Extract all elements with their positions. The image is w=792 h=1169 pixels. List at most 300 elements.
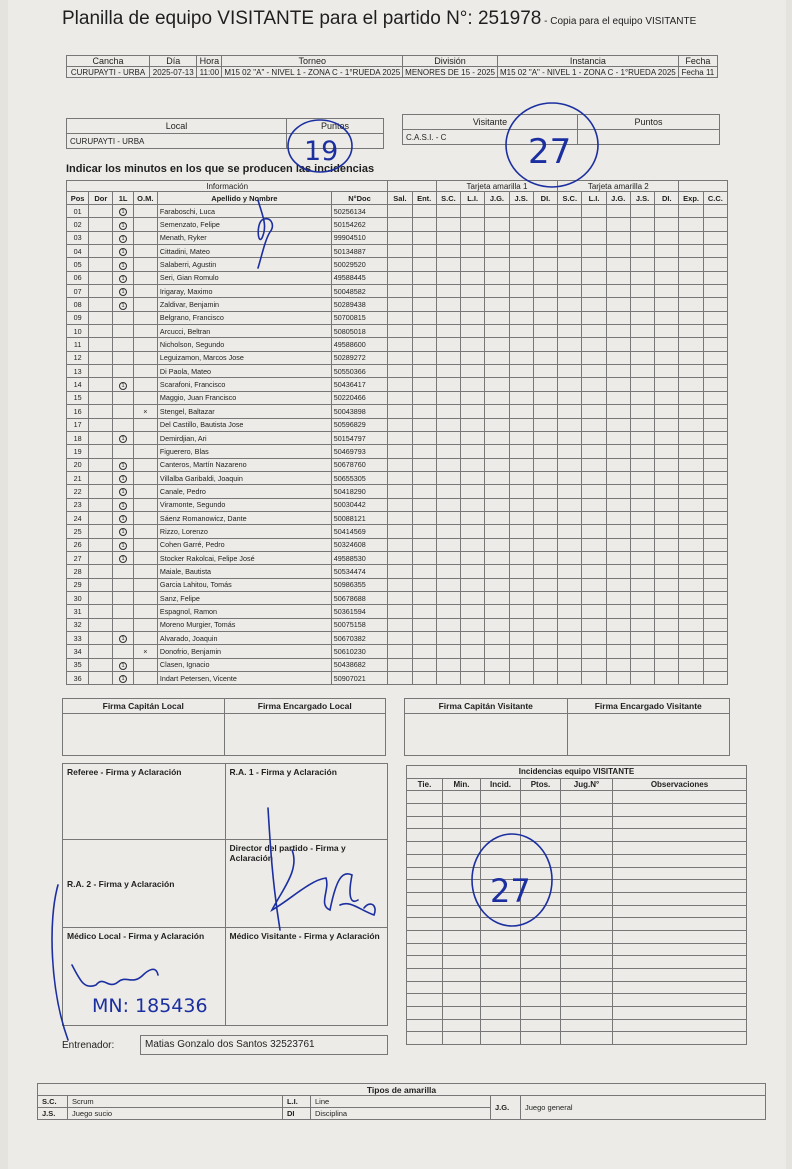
incident-entry-cell[interactable] [443, 791, 481, 804]
incident-cell[interactable] [606, 325, 630, 338]
incident-cell[interactable] [509, 378, 533, 391]
incident-cell[interactable] [655, 445, 679, 458]
incident-cell[interactable] [509, 605, 533, 618]
incident-cell[interactable] [509, 351, 533, 364]
incident-entry-cell[interactable] [521, 994, 561, 1007]
incident-cell[interactable] [582, 672, 606, 685]
incident-cell[interactable] [388, 431, 412, 444]
incident-cell[interactable] [388, 632, 412, 645]
incident-cell[interactable] [703, 365, 727, 378]
incident-entry-cell[interactable] [443, 969, 481, 982]
incident-cell[interactable] [606, 205, 630, 218]
incident-cell[interactable] [436, 498, 460, 511]
incident-cell[interactable] [388, 325, 412, 338]
incident-entry-cell[interactable] [613, 905, 747, 918]
incident-cell[interactable] [582, 285, 606, 298]
incident-cell[interactable] [533, 618, 557, 631]
incident-entry-cell[interactable] [613, 1019, 747, 1032]
incident-cell[interactable] [655, 311, 679, 324]
incident-cell[interactable] [558, 378, 582, 391]
incident-cell[interactable] [679, 538, 703, 551]
incident-entry-cell[interactable] [561, 1019, 613, 1032]
incident-cell[interactable] [485, 458, 509, 471]
incident-cell[interactable] [533, 538, 557, 551]
incident-cell[interactable] [388, 298, 412, 311]
incident-cell[interactable] [703, 258, 727, 271]
incident-cell[interactable] [582, 658, 606, 671]
incident-cell[interactable] [412, 418, 436, 431]
incident-cell[interactable] [485, 538, 509, 551]
incident-cell[interactable] [461, 672, 485, 685]
incident-cell[interactable] [606, 565, 630, 578]
incident-entry-cell[interactable] [521, 1019, 561, 1032]
incident-cell[interactable] [412, 458, 436, 471]
incident-cell[interactable] [461, 591, 485, 604]
incident-cell[interactable] [388, 378, 412, 391]
incident-cell[interactable] [533, 245, 557, 258]
incident-cell[interactable] [509, 485, 533, 498]
incident-cell[interactable] [582, 431, 606, 444]
incident-entry-cell[interactable] [481, 1032, 521, 1045]
incident-cell[interactable] [582, 365, 606, 378]
incident-entry-cell[interactable] [521, 969, 561, 982]
incident-cell[interactable] [412, 471, 436, 484]
incident-cell[interactable] [509, 471, 533, 484]
incident-entry-cell[interactable] [481, 981, 521, 994]
incident-cell[interactable] [630, 338, 654, 351]
incident-cell[interactable] [485, 218, 509, 231]
incident-cell[interactable] [703, 245, 727, 258]
incident-cell[interactable] [388, 405, 412, 418]
incident-cell[interactable] [582, 231, 606, 244]
incident-cell[interactable] [582, 218, 606, 231]
incident-entry-cell[interactable] [561, 1032, 613, 1045]
incident-cell[interactable] [630, 618, 654, 631]
incident-cell[interactable] [679, 565, 703, 578]
incident-cell[interactable] [703, 325, 727, 338]
incident-cell[interactable] [388, 565, 412, 578]
incident-entry-cell[interactable] [407, 791, 443, 804]
incident-cell[interactable] [412, 391, 436, 404]
incident-cell[interactable] [606, 298, 630, 311]
incident-cell[interactable] [630, 218, 654, 231]
incident-cell[interactable] [461, 498, 485, 511]
incident-cell[interactable] [655, 298, 679, 311]
incident-entry-cell[interactable] [561, 804, 613, 817]
incident-cell[interactable] [509, 231, 533, 244]
incident-cell[interactable] [461, 271, 485, 284]
incident-cell[interactable] [436, 658, 460, 671]
incident-cell[interactable] [412, 445, 436, 458]
incident-entry-cell[interactable] [521, 905, 561, 918]
incident-entry-cell[interactable] [481, 867, 521, 880]
incident-entry-cell[interactable] [407, 905, 443, 918]
incident-cell[interactable] [582, 378, 606, 391]
incident-cell[interactable] [485, 205, 509, 218]
incident-cell[interactable] [509, 258, 533, 271]
incident-entry-cell[interactable] [613, 842, 747, 855]
incident-cell[interactable] [461, 205, 485, 218]
incident-cell[interactable] [412, 338, 436, 351]
incident-cell[interactable] [436, 565, 460, 578]
incident-cell[interactable] [606, 285, 630, 298]
incident-cell[interactable] [412, 618, 436, 631]
incident-entry-cell[interactable] [561, 867, 613, 880]
incident-cell[interactable] [509, 271, 533, 284]
incident-cell[interactable] [436, 578, 460, 591]
incident-cell[interactable] [388, 418, 412, 431]
incident-cell[interactable] [606, 538, 630, 551]
incident-entry-cell[interactable] [443, 1032, 481, 1045]
incident-cell[interactable] [655, 418, 679, 431]
incident-cell[interactable] [606, 658, 630, 671]
incident-cell[interactable] [509, 365, 533, 378]
incident-cell[interactable] [388, 285, 412, 298]
incident-cell[interactable] [703, 231, 727, 244]
incident-cell[interactable] [533, 578, 557, 591]
incident-cell[interactable] [582, 258, 606, 271]
incident-cell[interactable] [533, 391, 557, 404]
incident-cell[interactable] [558, 458, 582, 471]
incident-entry-cell[interactable] [443, 1019, 481, 1032]
incident-cell[interactable] [630, 458, 654, 471]
incident-entry-cell[interactable] [481, 994, 521, 1007]
incident-entry-cell[interactable] [561, 880, 613, 893]
incident-entry-cell[interactable] [561, 956, 613, 969]
incident-cell[interactable] [461, 298, 485, 311]
incident-cell[interactable] [582, 632, 606, 645]
incident-cell[interactable] [436, 511, 460, 524]
incident-cell[interactable] [679, 391, 703, 404]
incident-cell[interactable] [485, 551, 509, 564]
incident-entry-cell[interactable] [521, 981, 561, 994]
incident-cell[interactable] [703, 405, 727, 418]
incident-cell[interactable] [630, 418, 654, 431]
incident-cell[interactable] [606, 245, 630, 258]
incident-cell[interactable] [582, 311, 606, 324]
incident-cell[interactable] [703, 418, 727, 431]
incident-entry-cell[interactable] [481, 816, 521, 829]
incident-entry-cell[interactable] [613, 791, 747, 804]
incident-entry-cell[interactable] [443, 1007, 481, 1020]
incident-cell[interactable] [509, 338, 533, 351]
incident-cell[interactable] [630, 445, 654, 458]
incident-cell[interactable] [533, 271, 557, 284]
incident-entry-cell[interactable] [481, 791, 521, 804]
incident-cell[interactable] [461, 391, 485, 404]
incident-cell[interactable] [461, 471, 485, 484]
incident-cell[interactable] [461, 431, 485, 444]
incident-entry-cell[interactable] [407, 956, 443, 969]
incident-cell[interactable] [461, 365, 485, 378]
incident-cell[interactable] [533, 338, 557, 351]
incident-entry-cell[interactable] [561, 1007, 613, 1020]
incident-cell[interactable] [533, 405, 557, 418]
incident-entry-cell[interactable] [407, 969, 443, 982]
incident-cell[interactable] [509, 525, 533, 538]
incident-entry-cell[interactable] [613, 1007, 747, 1020]
incident-cell[interactable] [461, 418, 485, 431]
incident-entry-cell[interactable] [521, 854, 561, 867]
incident-cell[interactable] [655, 632, 679, 645]
incident-cell[interactable] [461, 632, 485, 645]
incident-entry-cell[interactable] [407, 930, 443, 943]
incident-cell[interactable] [436, 325, 460, 338]
incident-cell[interactable] [558, 311, 582, 324]
incident-cell[interactable] [509, 205, 533, 218]
incident-cell[interactable] [509, 538, 533, 551]
incident-cell[interactable] [606, 218, 630, 231]
incident-cell[interactable] [606, 591, 630, 604]
incident-cell[interactable] [436, 351, 460, 364]
incident-cell[interactable] [509, 565, 533, 578]
incident-cell[interactable] [485, 245, 509, 258]
incident-cell[interactable] [509, 511, 533, 524]
incident-cell[interactable] [461, 245, 485, 258]
incident-cell[interactable] [461, 485, 485, 498]
incident-cell[interactable] [679, 271, 703, 284]
incident-cell[interactable] [509, 298, 533, 311]
incident-cell[interactable] [679, 485, 703, 498]
incident-cell[interactable] [655, 205, 679, 218]
incident-cell[interactable] [461, 578, 485, 591]
incident-cell[interactable] [461, 618, 485, 631]
incident-cell[interactable] [606, 525, 630, 538]
incident-cell[interactable] [388, 538, 412, 551]
incident-cell[interactable] [655, 591, 679, 604]
incident-entry-cell[interactable] [561, 854, 613, 867]
incident-cell[interactable] [606, 338, 630, 351]
incident-cell[interactable] [582, 578, 606, 591]
incident-cell[interactable] [533, 471, 557, 484]
incident-cell[interactable] [630, 391, 654, 404]
incident-cell[interactable] [655, 271, 679, 284]
incident-cell[interactable] [703, 431, 727, 444]
incident-entry-cell[interactable] [521, 816, 561, 829]
incident-cell[interactable] [388, 445, 412, 458]
incident-cell[interactable] [655, 391, 679, 404]
incident-cell[interactable] [679, 658, 703, 671]
incident-entry-cell[interactable] [407, 943, 443, 956]
incident-entry-cell[interactable] [561, 930, 613, 943]
incident-entry-cell[interactable] [407, 981, 443, 994]
incident-cell[interactable] [558, 391, 582, 404]
incident-cell[interactable] [630, 311, 654, 324]
incident-entry-cell[interactable] [443, 854, 481, 867]
incident-cell[interactable] [655, 285, 679, 298]
incident-cell[interactable] [606, 551, 630, 564]
incident-cell[interactable] [412, 218, 436, 231]
incident-cell[interactable] [461, 351, 485, 364]
incident-cell[interactable] [436, 298, 460, 311]
incident-cell[interactable] [606, 511, 630, 524]
incident-cell[interactable] [558, 285, 582, 298]
incident-cell[interactable] [485, 445, 509, 458]
incident-entry-cell[interactable] [561, 816, 613, 829]
incident-cell[interactable] [582, 618, 606, 631]
incident-cell[interactable] [703, 351, 727, 364]
incident-cell[interactable] [582, 205, 606, 218]
incident-cell[interactable] [558, 338, 582, 351]
incident-cell[interactable] [582, 391, 606, 404]
incident-cell[interactable] [582, 645, 606, 658]
incident-cell[interactable] [461, 605, 485, 618]
incident-entry-cell[interactable] [443, 867, 481, 880]
incident-entry-cell[interactable] [613, 804, 747, 817]
incident-cell[interactable] [485, 271, 509, 284]
incident-cell[interactable] [606, 351, 630, 364]
incident-cell[interactable] [461, 218, 485, 231]
incident-cell[interactable] [558, 498, 582, 511]
incident-cell[interactable] [412, 365, 436, 378]
incident-cell[interactable] [703, 218, 727, 231]
incident-cell[interactable] [412, 525, 436, 538]
incident-cell[interactable] [703, 658, 727, 671]
incident-cell[interactable] [655, 672, 679, 685]
incident-cell[interactable] [703, 551, 727, 564]
incident-cell[interactable] [485, 645, 509, 658]
incident-cell[interactable] [558, 511, 582, 524]
incident-cell[interactable] [630, 565, 654, 578]
incident-cell[interactable] [533, 298, 557, 311]
incident-cell[interactable] [388, 258, 412, 271]
incident-cell[interactable] [436, 471, 460, 484]
incident-cell[interactable] [703, 471, 727, 484]
incident-cell[interactable] [558, 431, 582, 444]
incident-cell[interactable] [509, 551, 533, 564]
incident-cell[interactable] [436, 205, 460, 218]
incident-cell[interactable] [630, 525, 654, 538]
incident-cell[interactable] [436, 231, 460, 244]
incident-cell[interactable] [630, 511, 654, 524]
incident-cell[interactable] [606, 391, 630, 404]
incident-entry-cell[interactable] [613, 918, 747, 931]
incident-cell[interactable] [630, 538, 654, 551]
incident-cell[interactable] [412, 565, 436, 578]
incident-cell[interactable] [606, 618, 630, 631]
incident-cell[interactable] [655, 431, 679, 444]
incident-cell[interactable] [509, 218, 533, 231]
incident-cell[interactable] [509, 285, 533, 298]
incident-cell[interactable] [412, 658, 436, 671]
incident-cell[interactable] [655, 578, 679, 591]
incident-cell[interactable] [630, 498, 654, 511]
incident-cell[interactable] [703, 498, 727, 511]
incident-entry-cell[interactable] [521, 918, 561, 931]
incident-cell[interactable] [412, 632, 436, 645]
incident-cell[interactable] [509, 672, 533, 685]
incident-cell[interactable] [558, 565, 582, 578]
incident-entry-cell[interactable] [407, 804, 443, 817]
incident-entry-cell[interactable] [613, 930, 747, 943]
incident-cell[interactable] [388, 391, 412, 404]
incident-cell[interactable] [558, 672, 582, 685]
incident-cell[interactable] [533, 378, 557, 391]
incident-cell[interactable] [655, 658, 679, 671]
incident-cell[interactable] [630, 485, 654, 498]
incident-entry-cell[interactable] [443, 994, 481, 1007]
incident-cell[interactable] [703, 445, 727, 458]
incident-cell[interactable] [703, 205, 727, 218]
incident-entry-cell[interactable] [521, 1007, 561, 1020]
incident-cell[interactable] [679, 431, 703, 444]
incident-cell[interactable] [436, 391, 460, 404]
incident-cell[interactable] [679, 632, 703, 645]
incident-entry-cell[interactable] [481, 892, 521, 905]
incident-cell[interactable] [388, 591, 412, 604]
incident-cell[interactable] [679, 672, 703, 685]
incident-entry-cell[interactable] [407, 816, 443, 829]
incident-cell[interactable] [412, 325, 436, 338]
incident-entry-cell[interactable] [613, 969, 747, 982]
incident-cell[interactable] [485, 365, 509, 378]
incident-cell[interactable] [509, 445, 533, 458]
incident-cell[interactable] [388, 658, 412, 671]
incident-cell[interactable] [436, 431, 460, 444]
incident-cell[interactable] [509, 311, 533, 324]
incident-cell[interactable] [606, 365, 630, 378]
incident-cell[interactable] [436, 378, 460, 391]
incident-cell[interactable] [558, 418, 582, 431]
incident-cell[interactable] [679, 378, 703, 391]
incident-entry-cell[interactable] [481, 854, 521, 867]
incident-cell[interactable] [461, 525, 485, 538]
incident-cell[interactable] [436, 605, 460, 618]
incident-entry-cell[interactable] [521, 1032, 561, 1045]
incident-cell[interactable] [679, 231, 703, 244]
incident-cell[interactable] [461, 458, 485, 471]
incident-entry-cell[interactable] [443, 880, 481, 893]
incident-cell[interactable] [558, 351, 582, 364]
incident-cell[interactable] [655, 645, 679, 658]
incident-cell[interactable] [606, 672, 630, 685]
incident-entry-cell[interactable] [481, 842, 521, 855]
incident-cell[interactable] [436, 405, 460, 418]
incident-cell[interactable] [412, 511, 436, 524]
incident-cell[interactable] [388, 351, 412, 364]
incident-entry-cell[interactable] [481, 1019, 521, 1032]
incident-cell[interactable] [509, 458, 533, 471]
incident-cell[interactable] [509, 618, 533, 631]
incident-entry-cell[interactable] [481, 956, 521, 969]
incident-cell[interactable] [630, 271, 654, 284]
incident-cell[interactable] [630, 471, 654, 484]
incident-cell[interactable] [655, 378, 679, 391]
incident-cell[interactable] [485, 658, 509, 671]
incident-cell[interactable] [509, 632, 533, 645]
incident-cell[interactable] [485, 578, 509, 591]
incident-entry-cell[interactable] [561, 994, 613, 1007]
incident-cell[interactable] [558, 325, 582, 338]
incident-cell[interactable] [533, 365, 557, 378]
incident-cell[interactable] [655, 485, 679, 498]
incident-cell[interactable] [533, 445, 557, 458]
incident-entry-cell[interactable] [481, 918, 521, 931]
incident-cell[interactable] [558, 551, 582, 564]
incident-cell[interactable] [703, 538, 727, 551]
incident-entry-cell[interactable] [613, 829, 747, 842]
incident-cell[interactable] [436, 618, 460, 631]
incident-cell[interactable] [558, 405, 582, 418]
incident-entry-cell[interactable] [407, 1007, 443, 1020]
incident-cell[interactable] [388, 605, 412, 618]
incident-cell[interactable] [509, 405, 533, 418]
incident-cell[interactable] [485, 391, 509, 404]
incident-cell[interactable] [485, 511, 509, 524]
incident-cell[interactable] [582, 351, 606, 364]
incident-entry-cell[interactable] [613, 867, 747, 880]
incident-entry-cell[interactable] [521, 892, 561, 905]
